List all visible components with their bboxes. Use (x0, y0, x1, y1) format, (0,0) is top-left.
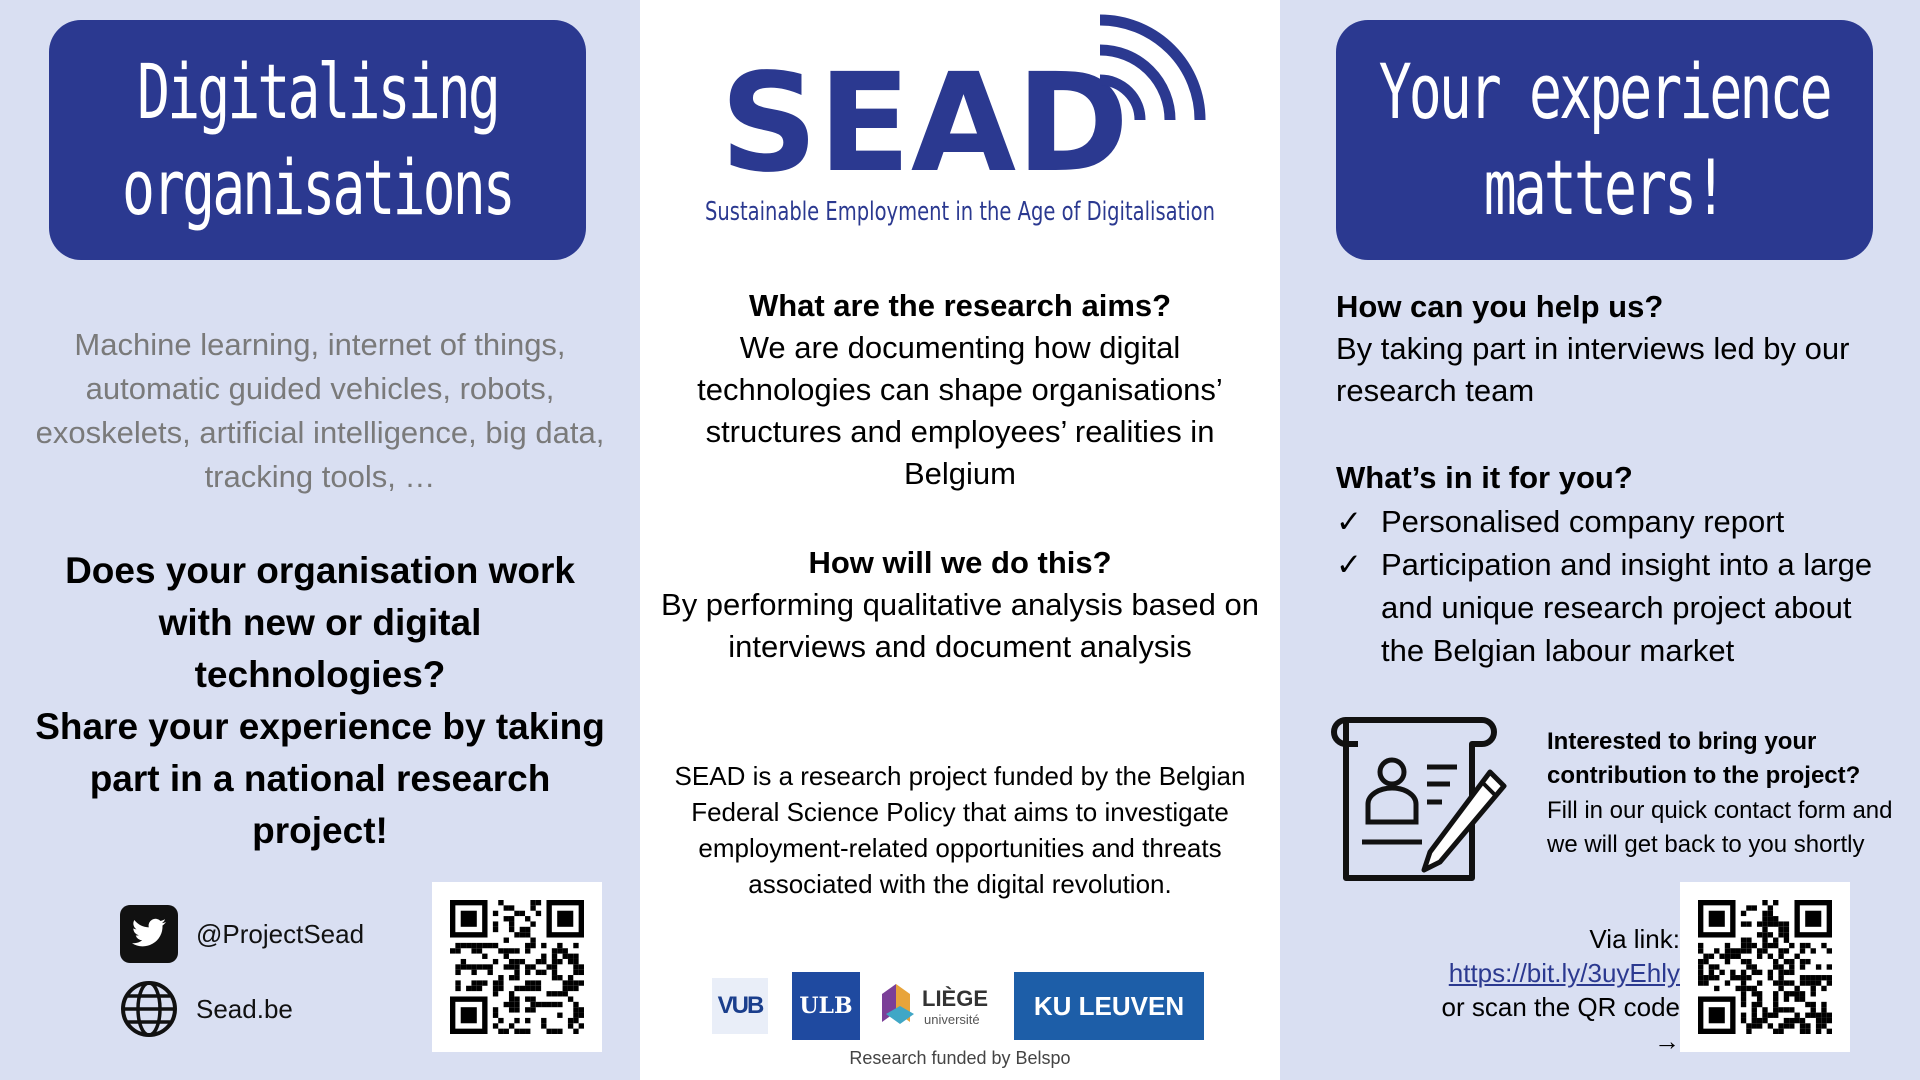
method-heading: How will we do this? (808, 545, 1112, 580)
twitter-row[interactable] (120, 905, 364, 963)
twitter-handle[interactable]: @ProjectSead (196, 918, 365, 949)
interested-heading: Interested to bring your contribution to the project? (1547, 728, 1861, 789)
contact-form-link[interactable]: https://bit.ly/3uyEhly (1448, 958, 1680, 988)
check-icon: ✓ (1336, 547, 1362, 582)
scan-qr-text: or scan the QR code → (1441, 992, 1680, 1056)
sead-logo-text: SEAD (720, 45, 1129, 203)
benefit-item (1336, 543, 1896, 672)
twitter-icon (120, 905, 178, 963)
help-block (1336, 286, 1896, 412)
left-panel (0, 0, 640, 1080)
globe-icon (120, 980, 178, 1038)
qr-code-left[interactable] (432, 882, 602, 1052)
qr-code-right[interactable] (1680, 882, 1850, 1052)
liege-logo: LIÈGE université (882, 978, 1002, 1034)
right-title-box (1336, 20, 1873, 260)
funding-note: Research funded by Belspo (849, 1048, 1071, 1068)
call-to-action (30, 545, 610, 857)
qr-code-pattern (1698, 900, 1832, 1034)
research-aims-text: We are documenting how digital technologies can shape organisations’ structures and employees’ realities in Belgium (697, 330, 1223, 491)
contact-form-text: Fill in our quick contact form and we will get back to you shortly (1547, 797, 1893, 858)
right-title-line2: matters! (1484, 143, 1725, 232)
help-heading: How can you help us? (1336, 289, 1664, 324)
question-text: Does your organisation work with new or digital technologies? (65, 550, 575, 695)
website-row[interactable] (120, 980, 293, 1038)
check-icon: ✓ (1336, 504, 1362, 539)
vub-logo: VUB (712, 978, 768, 1034)
via-block (1410, 922, 1680, 1058)
left-title-line2: organisations (122, 143, 513, 232)
qr-code-pattern (450, 900, 584, 1034)
sead-logo (700, 20, 1220, 230)
left-title-box (49, 20, 586, 260)
contract-form-icon (1332, 712, 1507, 887)
website-link[interactable]: Sead.be (196, 993, 293, 1024)
via-label: Via link: (1589, 924, 1680, 954)
right-panel (1280, 0, 1920, 1080)
share-text: Share your experience by taking part in a national research project! (35, 706, 605, 851)
kuleuven-logo: KU LEUVEN (1014, 972, 1204, 1040)
sead-tagline: Sustainable Employment in the Age of Digitalisation (705, 197, 1215, 227)
benefit-text: Personalised company report (1381, 504, 1785, 539)
ulb-logo: ULB (792, 972, 860, 1040)
right-title-line1: Your experience (1379, 47, 1830, 136)
benefit-item (1336, 500, 1896, 543)
method-block (660, 542, 1260, 668)
research-aims-heading: What are the research aims? (748, 288, 1172, 323)
center-panel (640, 0, 1280, 1080)
left-title-line1: Digitalising (137, 47, 498, 136)
about-text: SEAD is a research project funded by the Belgian Federal Science Policy that aims to investigate employment-related opportunities and threats associated with the digital revolution. (674, 761, 1246, 899)
liege-mark-icon (882, 984, 918, 1028)
benefit-heading: What’s in it for you? (1336, 460, 1633, 495)
partner-logos (712, 972, 1232, 1040)
help-text: By taking part in interviews led by our research team (1336, 331, 1850, 408)
method-text: By performing qualitative analysis based on interviews and document analysis (661, 587, 1259, 664)
research-aims-block (660, 285, 1260, 495)
technology-list: Machine learning, internet of things, automatic guided vehicles, robots, exoskelets, artificial intelligence, big data, tracking tools, … (35, 327, 605, 494)
benefit-text: Participation and insight into a large and unique research project about the Belgian labour market (1381, 547, 1873, 668)
